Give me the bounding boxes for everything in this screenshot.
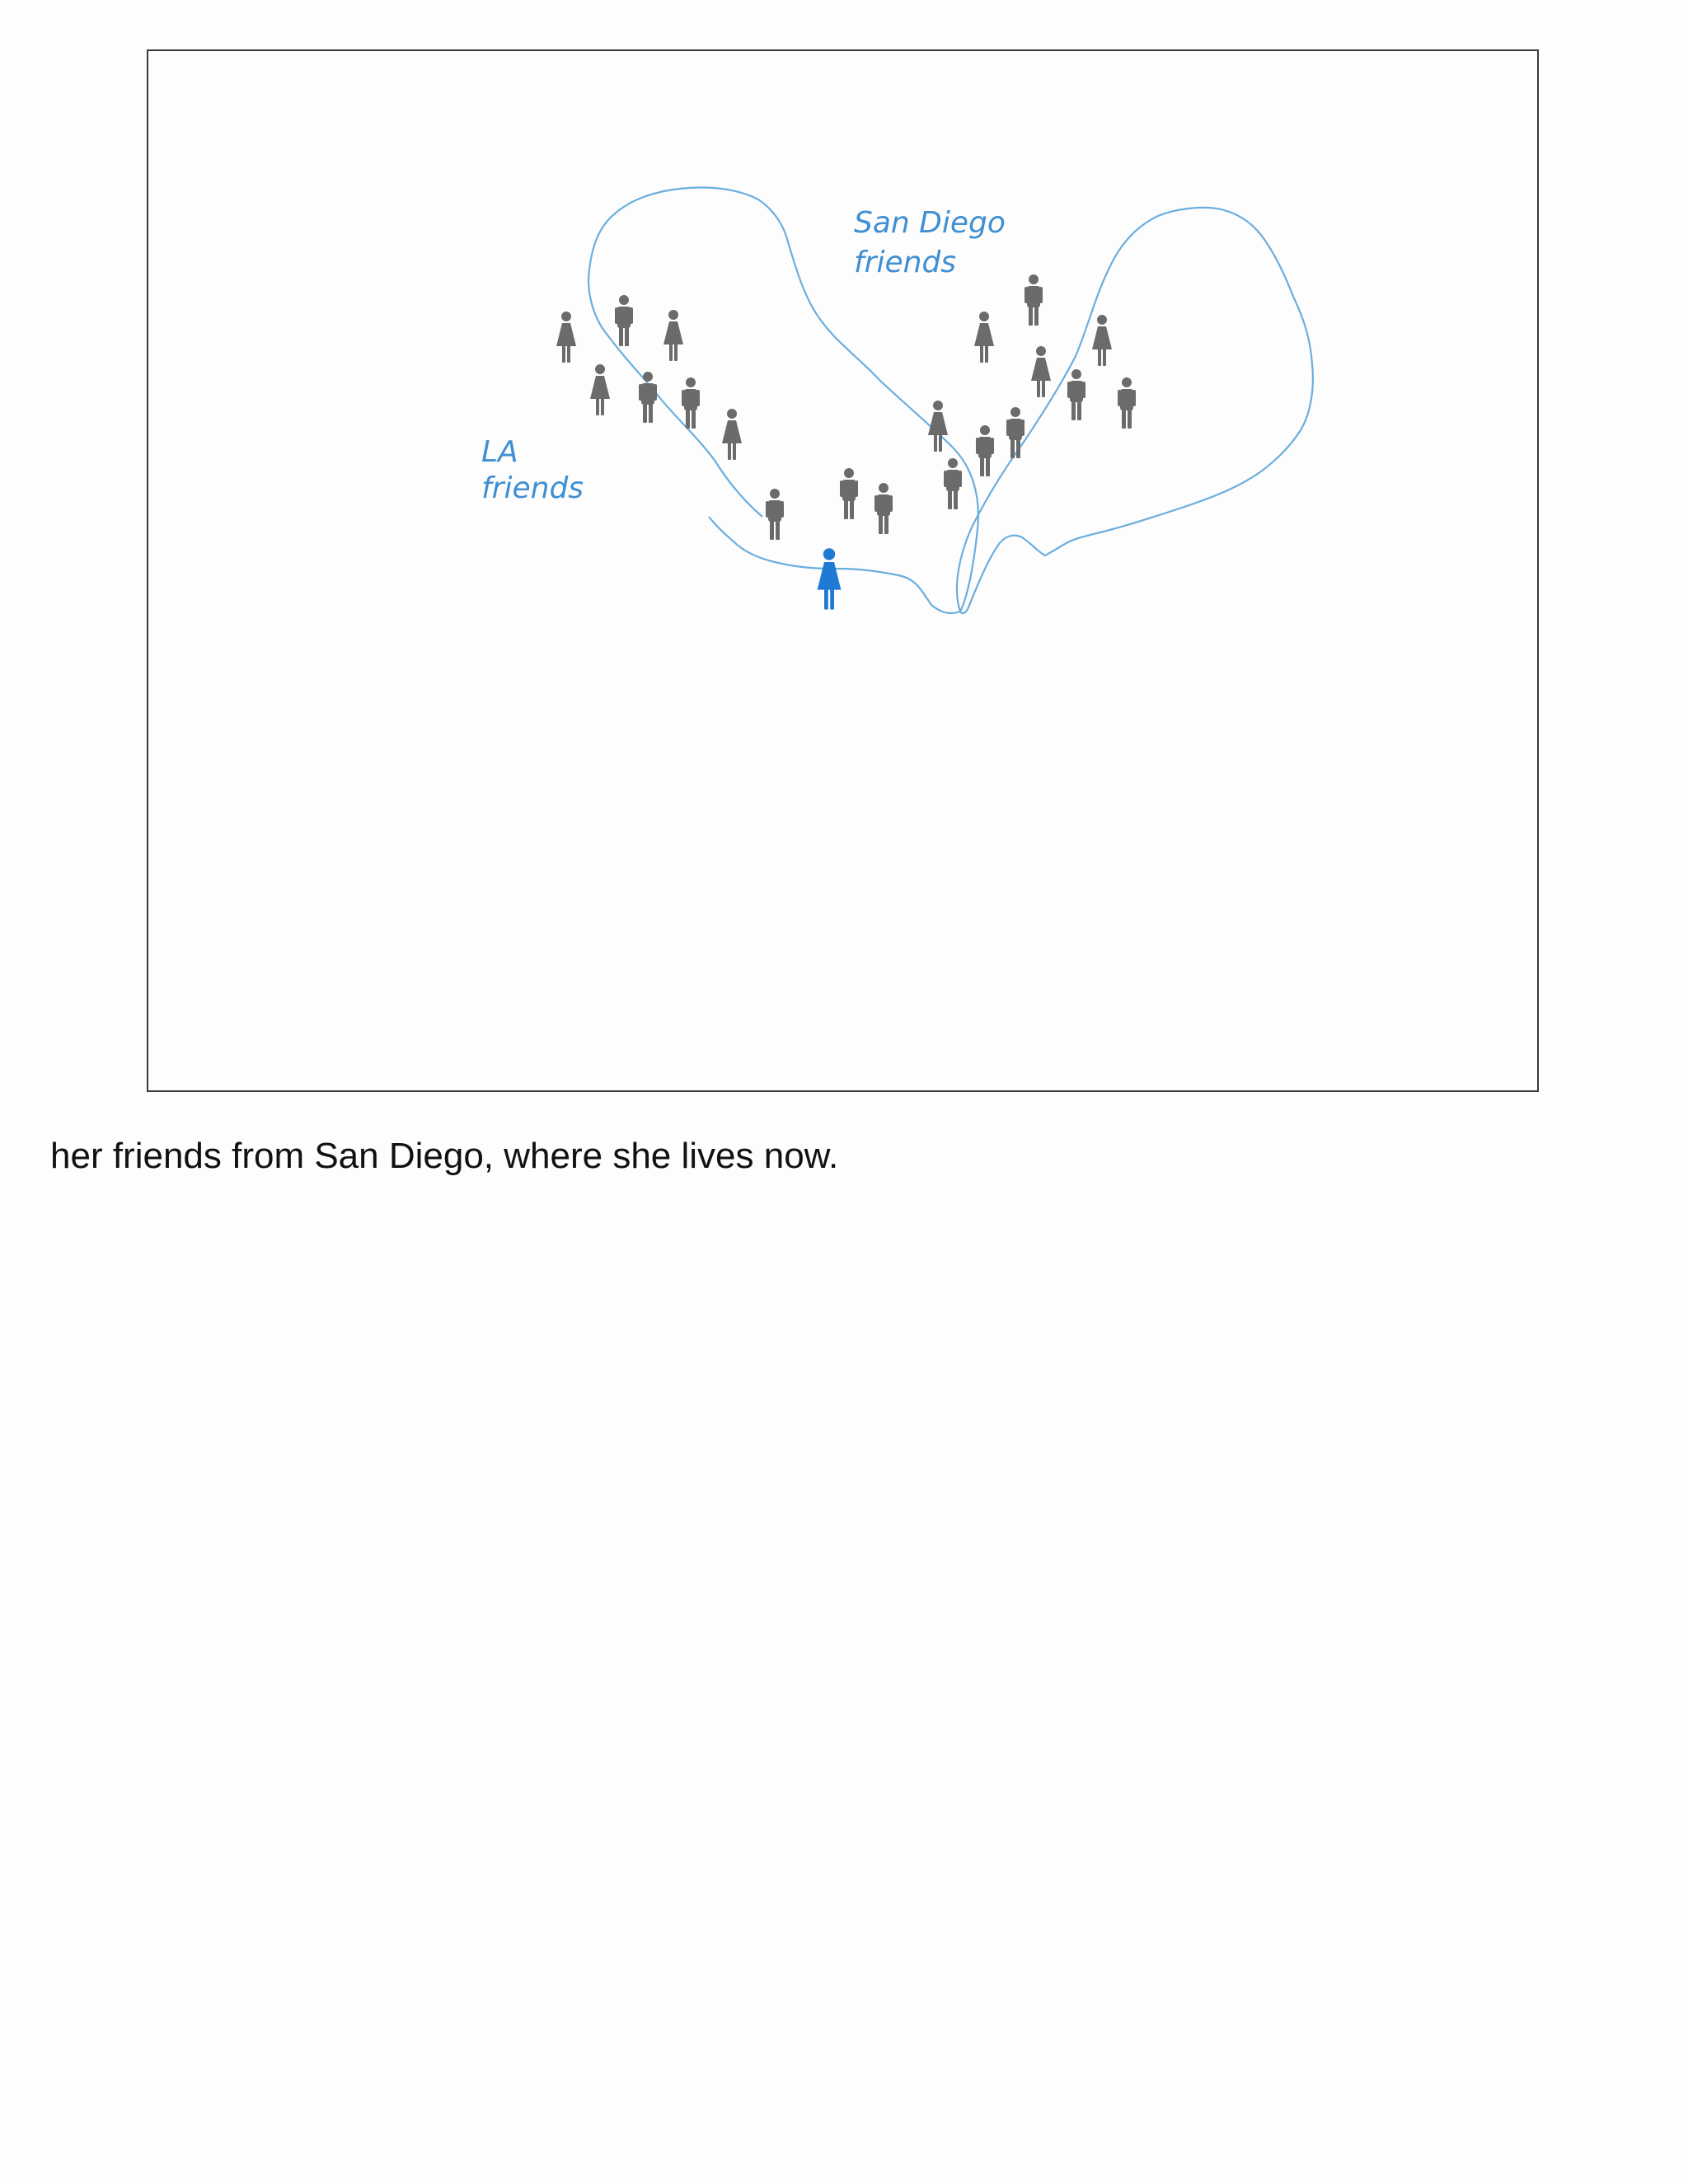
slide-frame [147, 49, 1539, 1092]
caption-text: her friends from San Diego, where she lives now. [50, 1136, 839, 1176]
person-icon [590, 364, 610, 415]
person-icon [974, 312, 994, 363]
person-icon [1118, 377, 1136, 429]
person-icon [1025, 274, 1043, 326]
person-icon [874, 483, 893, 534]
social-network-diagram [148, 51, 1537, 1090]
person-icon [722, 409, 742, 460]
woman-icon [818, 548, 842, 609]
person-icon [766, 489, 784, 540]
san-diego-friends-label-line1: San Diego [854, 206, 1006, 240]
person-icon [944, 458, 962, 509]
person-icon [1006, 407, 1025, 458]
la-friends-label-line2: friends [481, 471, 584, 505]
person-icon [663, 310, 683, 361]
la-friends-label-line1: LA [481, 435, 518, 469]
person-icon [682, 377, 700, 429]
san-diego-friends-outline [957, 208, 1313, 613]
person-icon [1031, 346, 1051, 397]
person-icon [928, 401, 948, 452]
person-icon [556, 312, 576, 363]
person-icon [976, 425, 994, 476]
san-diego-friends-label-line2: friends [854, 246, 957, 279]
person-icon [1067, 369, 1085, 420]
person-icon [840, 468, 858, 519]
person-icon [639, 372, 657, 423]
person-icon [1092, 315, 1112, 366]
person-icon [615, 295, 633, 346]
